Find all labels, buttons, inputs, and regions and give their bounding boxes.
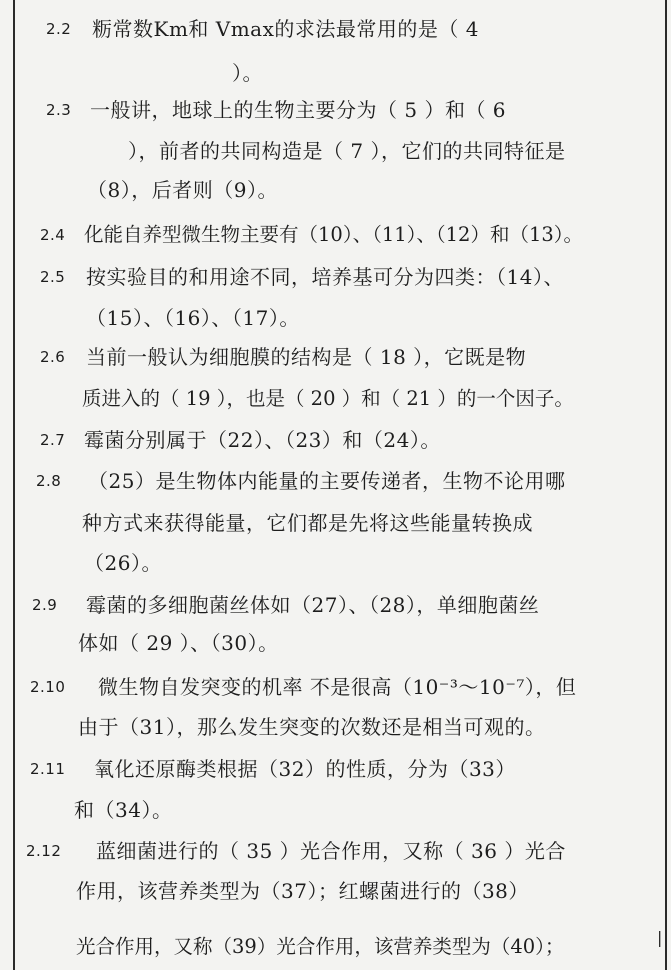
- item-number: 2.4: [40, 226, 66, 244]
- question-line: ），前者的共同构造是（ 7 ），它们的共同特征是: [128, 139, 566, 163]
- question-line: 粝常数Km和 Vmax的求法最常用的是（ 4: [92, 17, 479, 41]
- item-number: 2.9: [32, 596, 58, 614]
- question-line: （15）、（16）、（17）。: [86, 306, 300, 330]
- right-margin-line: [665, 0, 667, 970]
- question-line: 由于（31），那么发生突变的次数还是相当可观的。: [78, 715, 546, 739]
- item-number: 2.7: [40, 431, 66, 449]
- question-line: 蓝细菌进行的（ 35 ）光合作用，又称（ 36 ）光合: [96, 839, 566, 863]
- item-number: 2.12: [26, 842, 62, 860]
- question-line: 作用，该营养类型为（37）；红螺菌进行的（38）: [76, 879, 529, 903]
- question-line: （26）。: [84, 551, 162, 575]
- question-line: 一般讲，地球上的生物主要分为（ 5 ）和（ 6: [90, 98, 507, 122]
- question-line: 微生物自发突变的机率 不是很高（10⁻³～10⁻⁷），但: [98, 675, 577, 699]
- question-line: 和（34）。: [74, 798, 173, 822]
- question-line: 体如（ 29 ）、（30）。: [78, 631, 279, 655]
- question-line: 按实验目的和用途不同，培养基可分为四类：（14）、: [86, 265, 564, 289]
- question-line: （25）是生物体内能量的主要传递者，生物不论用哪: [88, 469, 566, 493]
- question-line: 当前一般认为细胞膜的结构是（ 18 ），它既是物: [86, 345, 527, 369]
- item-number: 2.5: [40, 268, 66, 286]
- item-number: 2.10: [30, 678, 66, 696]
- item-number: 2.11: [30, 760, 66, 778]
- question-line: 光合作用，又称（39）光合作用，该营养类型为（40）；: [76, 935, 565, 958]
- question-line: （8），后者则（9）。: [87, 178, 278, 202]
- question-line: 霉菌的多细胞菌丝体如（27）、（28），单细胞菌丝: [86, 593, 540, 617]
- item-number: 2.6: [40, 348, 66, 366]
- question-line: 氧化还原酶类根据（32）的性质，分为（33）: [94, 757, 516, 781]
- item-number: 2.3: [46, 101, 72, 119]
- item-number: 2.8: [36, 472, 62, 490]
- question-line: 霉菌分别属于（22）、（23）和（24）。: [84, 428, 441, 452]
- question-line: 质进入的（ 19 ），也是（ 20 ）和（ 21 ）的一个因子。: [82, 387, 574, 410]
- question-line: 化能自养型微生物主要有（10）、（11）、（12）和（13）。: [84, 223, 584, 246]
- left-margin-line: [13, 0, 15, 970]
- question-line: ）。: [232, 61, 263, 85]
- item-number: 2.2: [46, 20, 72, 38]
- question-line: 种方式来获得能量，它们都是先将这些能量转换成: [82, 511, 533, 535]
- margin-mark: |: [657, 928, 663, 947]
